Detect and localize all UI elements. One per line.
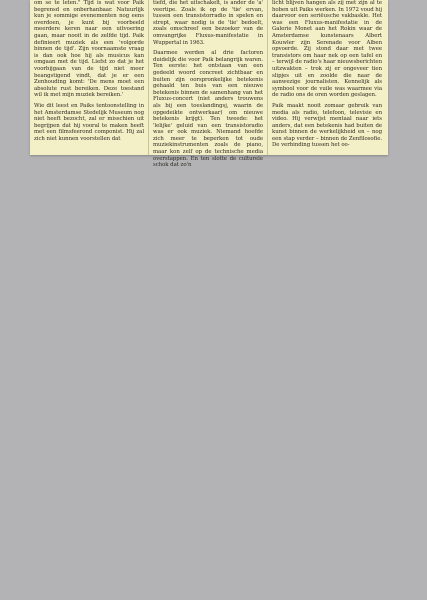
article-column-2 xyxy=(153,0,263,169)
paragraph: Wie dit leest en Paiks tentoonstelling in het Amsterdamse Stedelijk Museum nog niet heeft bezocht, zal er misschien uit begrijpen dat hij vooral te maken heeft met een filmsfeerond componist. Hij zal zich niet kunnen voorstellen dat xyxy=(34,102,144,142)
paragraph: Daarmee werden al drie factoren duidelijk die voor Paik belangrijk waren. Ten eerste: het ontstaan van een gedeeld woord concreet zichtbaar en buiten zijn oorspronkelijke betekenis gehaald ten buis van een nieuwe betekenis binnen de samenhang van het Fluxus-concert (niet anders trouwens als bij een toeslandingsj, waarin de opgedeikte ontwerkaar) om nieuwe betekenis krijgt). Ten tweede: het 'lelijke' geluid van een transistoradio was er ook muziek. Niemand hoefde zich meer te beperken tot oude muziekinstrumenten zoals de piano, maar kon zelf op de technische media overstappen. En ten slotte de culturele schok dat zo'n xyxy=(153,50,263,169)
article-column-3 xyxy=(272,0,382,155)
column-divider xyxy=(148,0,149,155)
article-column-1 xyxy=(34,0,144,155)
paragraph: Paik maakt nooit zomaar gebruik van media als radio, telefoon, televisie en video. Hij verwijst mentaal naar iets anders, dat een betekenis had buiten de kunst binnen de werkelijkheid en – nog een stap verder – binnen de Zenfilosofie. De verbinding tussen het oo- xyxy=(272,102,382,149)
paragraph: tiefd, die het uitschakelt, is ander de 'a' veertipe. Zoals ik op de 'tie' ervan, tussen een transistorradio in spelen en strept, waar nodig is de 'tie' bedoelt, zoals omschreef een bezoeker van de omvangrijke Fluxus-manifestatie in Wuppertal in 1963. xyxy=(153,0,263,46)
column-divider xyxy=(267,0,268,155)
newspaper-clipping xyxy=(30,0,388,169)
paragraph: licht blijven hangen als zij met zijn al te hoben uit Paiks werken. In 1972 voud hij daarvoor een seriëusche vakbaskle. Het was een Fluxus-manifestatie in de Galerie Monet aan het Rokin waar de Amsterdamse kunstenaars Albert Kouwler zijn Serenade voor Alben opvoerde. Zij stond daar met twee transistors om haar nek op een tafel en – terwijl de radio's haar nieuwsberichten uitzwakten – trok zij er ongeveer tien slipjes uit en zoolde die naar de aanwezige journalisten. Kennelijk als symbool voor de vuile was waarmee via de radio ons de oren worden geslagen. xyxy=(272,0,382,99)
paragraph: om se te leten." Tijd is wat voor Paik begrensd en onberhanbaar. Natuurlijk kun je sommige evenementen nog eens overdoen, je kunt bij voorbeeld meerdere keren naar een uitvoering gaan, maar nooit in de zelfde tijd. Paik definieert muziek als een 'volgorde binnen de tijd'. Zijn voornaamste vraag is dan ook hoe hij als musicus kan omgaan met de tijd. Liefst zo dat je het voorbijgaan van de tijd niet meer beangstigend vindt, dat je er een Zenhouding komt: 'De mens moet een absolute rust bereiken. Deze toestand wil ik met mijn muziek bereiken.' xyxy=(34,0,144,99)
